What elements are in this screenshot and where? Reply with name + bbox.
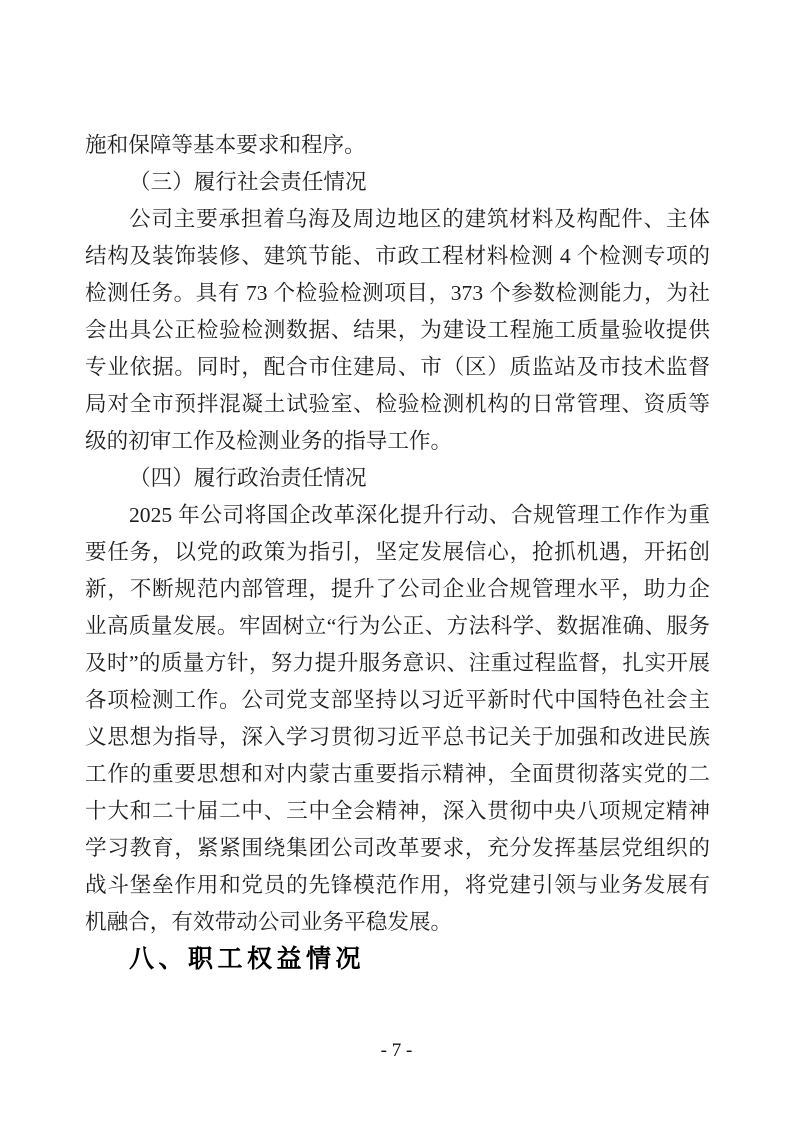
text-line: 结构及装饰装修、建筑节能、市政工程材料检测 4 个检测专项的 [85,244,710,268]
text-line: 施和保障等基本要求和程序。 [85,133,366,157]
text-line: 十大和二十届二中、三中全会精神，深入贯彻中央八项规定精神 [85,799,710,823]
text-line: 会出具公正检验检测数据、结果，为建设工程施工质量验收提供 [85,318,710,342]
text-line: 各项检测工作。公司党支部坚持以习近平新时代中国特色社会主 [85,688,710,712]
subsection-heading-social-responsibility: （三）履行社会责任情况 [129,170,367,194]
text-line: 机融合，有效带动公司业务平稳发展。 [85,910,453,934]
text-line: 公司主要承担着乌海及周边地区的建筑材料及构配件、主体 [129,207,710,231]
document-body [85,127,710,978]
text-line: 新，不断规范内部管理，提升了公司企业合规管理水平，助力企 [85,577,710,601]
text-line: 要任务，以党的政策为指引，坚定发展信心，抢抓机遇，开拓创 [85,540,710,564]
text-line: 业高质量发展。牢固树立“行为公正、方法科学、数据准确、服务 [85,614,710,638]
text-line: 战斗堡垒作用和党员的先锋模范作用，将党建引领与业务发展有 [85,873,710,897]
text-line: 局对全市预拌混凝土试验室、检验检测机构的日常管理、资质等 [85,392,710,416]
text-line: 及时”的质量方针，努力提升服务意识、注重过程监督，扎实开展 [85,651,710,675]
text-line: 级的初审工作及检测业务的指导工作。 [85,429,453,453]
page-number: - 7 - [380,1040,413,1061]
subsection-heading-political-responsibility: （四）履行政治责任情况 [129,466,367,490]
text-line: 2025 年公司将国企改革深化提升行动、合规管理工作作为重 [129,503,710,527]
text-line: 学习教育，紧紧围绕集团公司改革要求，充分发挥基层党组织的 [85,836,710,860]
text-line: 义思想为指导，深入学习贯彻习近平总书记关于加强和改进民族 [85,725,710,749]
text-line: 专业依据。同时，配合市住建局、市（区）质监站及市技术监督 [85,355,710,379]
text-line: 工作的重要思想和对内蒙古重要指示精神，全面贯彻落实党的二 [85,762,710,786]
text-line: 检测任务。具有 73 个检验检测项目，373 个参数检测能力，为社 [85,281,710,305]
section-heading-employee-rights: 八、职工权益情况 [129,945,366,973]
